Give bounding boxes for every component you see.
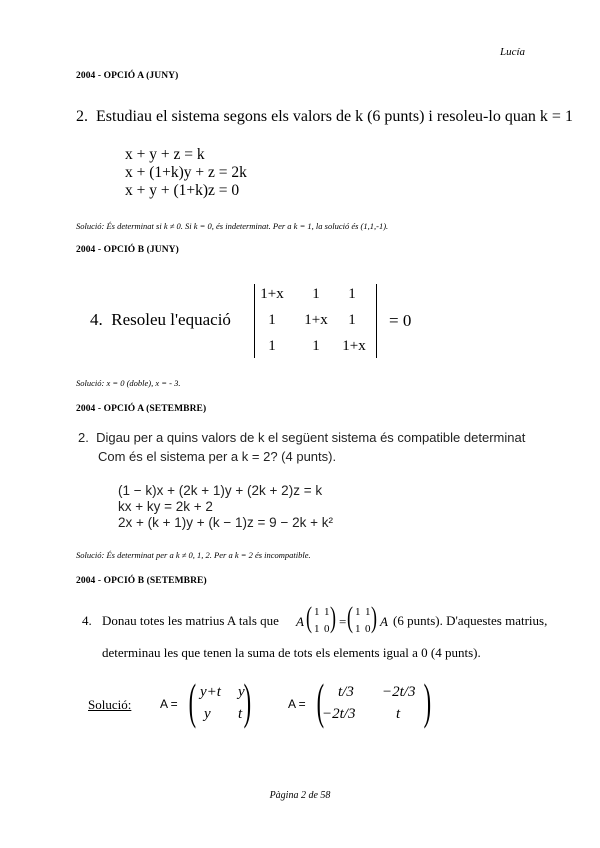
matrix-symbol: A: [296, 614, 304, 629]
matrix-cell: 1: [324, 606, 330, 618]
solution-text: Solució: És determinat per a k ≠ 0, 1, 2. Per a k = 2 és incompatible.: [76, 550, 311, 560]
solution-matrix: [184, 673, 256, 730]
matrix-cell: 1: [365, 606, 371, 618]
matrix-cell: −2t/3: [322, 706, 356, 722]
paren-left: (: [316, 673, 325, 729]
question-number: 4.: [82, 613, 92, 628]
matrix-cell: 0: [324, 623, 330, 635]
matrix-cell: 1: [355, 623, 361, 635]
paren-right: ): [330, 601, 336, 634]
matrix-cell: 1: [314, 606, 320, 618]
solution-label: Solució:: [88, 697, 132, 712]
solution-text: Solució: És determinat si k ≠ 0. Si k = 0, és indeterminat. Per a k = 1, la solució és (1,1,-1).: [76, 221, 389, 231]
equation-line: x + y + z = k: [125, 146, 205, 163]
equation-line: x + y + (1+k)z = 0: [125, 182, 240, 199]
page-number: Pàgina 2 de 58: [269, 790, 331, 801]
matrix-cell: t/3: [338, 684, 354, 700]
paren-right: ): [423, 673, 432, 729]
matrix-cell: y: [238, 684, 245, 700]
matrix-cell: t: [396, 706, 401, 722]
question-text-line2: determinau les que tenen la suma de tots els elements igual a 0 (4 punts).: [102, 645, 481, 660]
matrix-cell: 1+x: [304, 312, 328, 328]
section-title: 2004 - OPCIÓ B (JUNY): [76, 245, 179, 255]
matrix-cell: 1+x: [260, 286, 284, 302]
solution-matrix: [312, 673, 436, 730]
matrix-cell: 1: [312, 286, 320, 302]
determinant-bar-right: [376, 284, 377, 358]
matrix-cell: 1: [268, 312, 276, 328]
section-title: 2004 - OPCIÓ A (JUNY): [76, 71, 179, 81]
matrix: [345, 603, 379, 641]
question-text: 2. Estudiau el sistema segons els valors de k (6 punts) i resoleu-lo quan k = 1: [76, 108, 573, 125]
matrix-cell: 0: [365, 623, 371, 635]
equation-line: (1 − k)x + (2k + 1)y + (2k + 2)z = k: [118, 483, 323, 498]
equation-line: 2x + (k + 1)y + (k − 1)z = 9 − 2k + k²: [118, 515, 333, 530]
matrix-cell: −2t/3: [382, 684, 416, 700]
matrix-cell: y+t: [200, 684, 221, 700]
solution-text: Solució: x = 0 (doble), x = - 3.: [76, 378, 181, 388]
question-text: 4. Resoleu l'equació: [90, 310, 231, 329]
paren-right: ): [371, 601, 377, 634]
question-text: Donau totes les matrius A tals que: [102, 613, 279, 628]
paren-left: (: [347, 601, 353, 634]
matrix-symbol: A: [380, 614, 388, 629]
paren-left: (: [188, 673, 197, 729]
equation-line: x + (1+k)y + z = 2k: [125, 164, 247, 181]
matrix-label: A =: [160, 697, 178, 711]
matrix-cell: 1: [348, 312, 356, 328]
matrix-cell: 1: [314, 623, 320, 635]
matrix: [304, 603, 338, 641]
matrix-cell: 1: [355, 606, 361, 618]
matrix-cell: 1: [268, 338, 276, 354]
question-text: (6 punts). D'aquestes matrius,: [393, 613, 548, 628]
matrix-cell: 1: [312, 338, 320, 354]
section-title: 2004 - OPCIÓ A (SETEMBRE): [76, 404, 207, 414]
equation-line: kx + ky = 2k + 2: [118, 499, 213, 514]
matrix-cell: 1: [348, 286, 356, 302]
paren-right: ): [243, 673, 252, 729]
matrix-cell: 1+x: [342, 338, 366, 354]
equation-rhs: = 0: [389, 311, 412, 330]
question-text: 2. Digau per a quins valors de k el següent sistema és compatible determinat: [78, 430, 526, 445]
paren-left: (: [306, 601, 312, 634]
question-text-line2: Com és el sistema per a k = 2? (4 punts).: [98, 449, 337, 464]
matrix-cell: t: [238, 706, 243, 722]
author-name: Lucía: [500, 46, 526, 58]
equals-sign: =: [339, 614, 347, 629]
matrix-label: A =: [288, 697, 306, 711]
section-title: 2004 - OPCIÓ B (SETEMBRE): [76, 576, 207, 586]
matrix-cell: y: [204, 706, 211, 722]
